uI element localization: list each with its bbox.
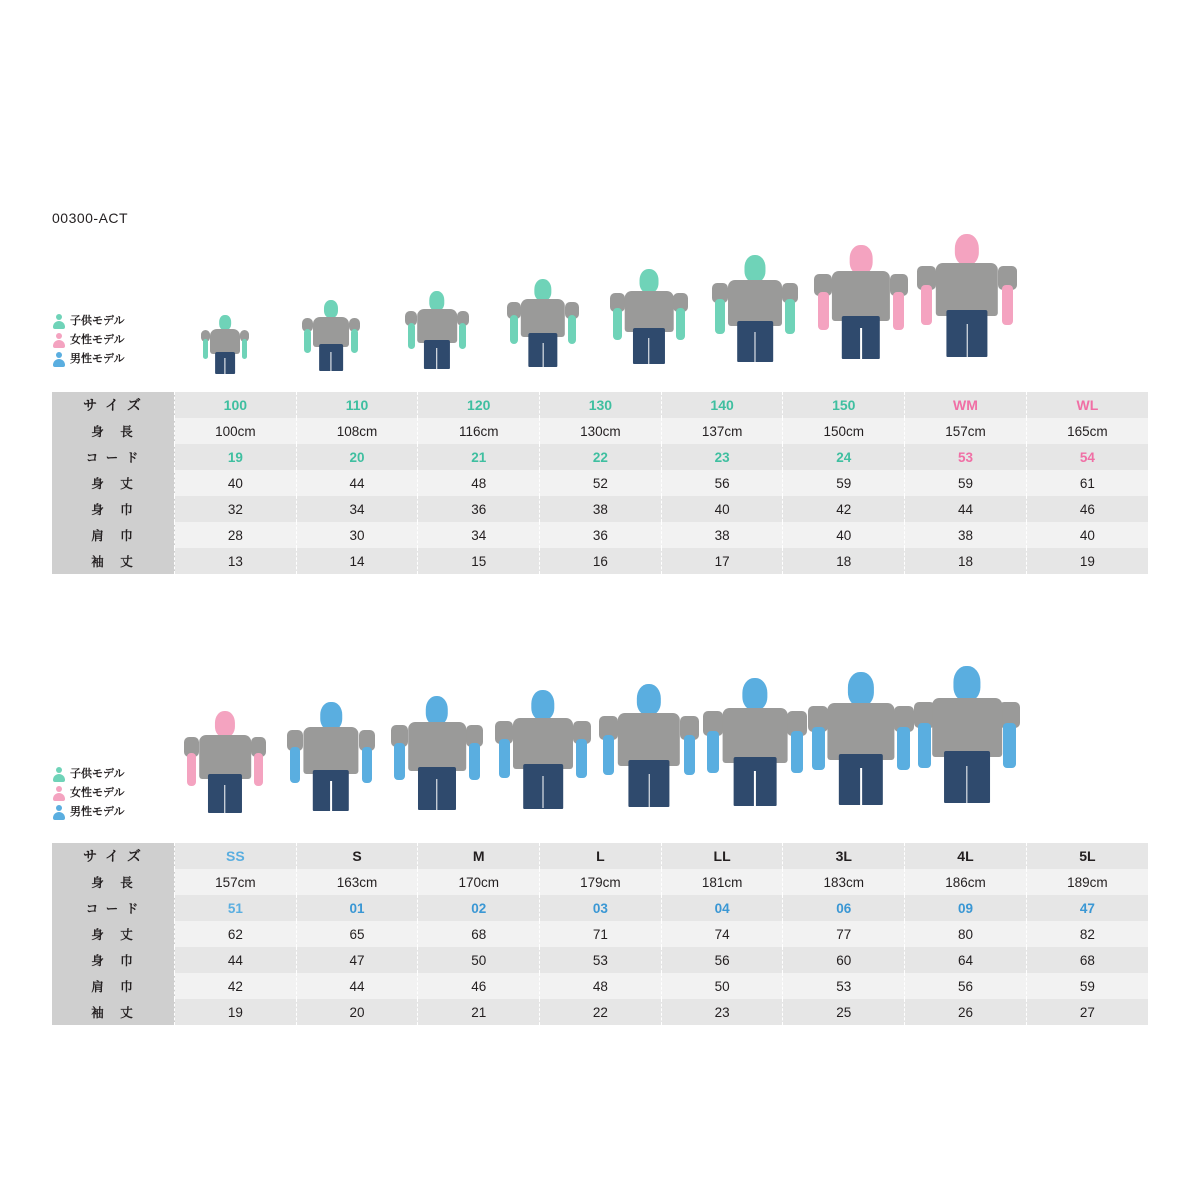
- cell: 53: [540, 947, 662, 973]
- row-body-width: [52, 947, 1148, 973]
- model-figure-man: [808, 672, 914, 840]
- model-cell: [596, 269, 702, 391]
- cell: 47: [1026, 895, 1148, 921]
- cell: 44: [905, 496, 1027, 522]
- cell: 17: [661, 548, 783, 574]
- model-arm-right: [351, 329, 358, 352]
- cell: 48: [418, 470, 540, 496]
- size-table-kids: [52, 392, 1148, 574]
- cell: 22: [540, 444, 662, 470]
- cell: 52: [540, 470, 662, 496]
- row-header: 身 丈: [52, 470, 175, 496]
- model-legs: [215, 352, 235, 375]
- row-code: [52, 444, 1148, 470]
- cell: 23: [661, 999, 783, 1025]
- model-legs: [839, 754, 883, 804]
- model-shirt: [521, 299, 565, 337]
- cell: 02: [418, 895, 540, 921]
- cell: 150: [783, 392, 905, 418]
- cell: 183cm: [783, 869, 905, 895]
- model-arm-right: [254, 753, 264, 787]
- model-legs: [944, 751, 990, 803]
- cell: 26: [905, 999, 1027, 1025]
- row-header: サ イ ズ: [52, 843, 175, 869]
- model-legs: [208, 774, 242, 813]
- model-arm-left: [290, 747, 300, 783]
- model-arm-right: [791, 731, 803, 773]
- cell: SS: [175, 843, 297, 869]
- model-shirt: [728, 280, 782, 326]
- cell: 54: [1026, 444, 1148, 470]
- model-arm-left: [203, 339, 209, 359]
- cell: 68: [1026, 947, 1148, 973]
- model-shirt: [832, 271, 890, 320]
- model-cell: [490, 279, 596, 390]
- legend-item-kid: [52, 765, 172, 784]
- model-shirt: [936, 263, 998, 316]
- cell: 13: [175, 548, 297, 574]
- size-table-adult: [52, 843, 1148, 1025]
- cell: 22: [540, 999, 662, 1025]
- cell: 42: [783, 496, 905, 522]
- model-legs: [424, 340, 450, 370]
- cell: 56: [661, 947, 783, 973]
- model-arm-left: [499, 739, 510, 778]
- cell: 46: [1026, 496, 1148, 522]
- cell: 28: [175, 522, 297, 548]
- row-body-width: [52, 496, 1148, 522]
- cell: 14: [296, 548, 418, 574]
- cell: 15: [418, 548, 540, 574]
- cell: 48: [540, 973, 662, 999]
- model-cell: [914, 666, 1020, 840]
- cell: 04: [661, 895, 783, 921]
- cell: 5L: [1026, 843, 1148, 869]
- model-shirt: [723, 708, 788, 763]
- model-shirt: [408, 722, 466, 771]
- cell: 40: [175, 470, 297, 496]
- model-arm-right: [893, 292, 904, 330]
- model-strip-kids: [172, 230, 1028, 390]
- row-size: [52, 843, 1148, 869]
- cell: 09: [905, 895, 1027, 921]
- row-body-length: [52, 921, 1148, 947]
- cell: 64: [905, 947, 1027, 973]
- model-legs: [528, 333, 557, 366]
- cell: 4L: [905, 843, 1027, 869]
- model-arm-right: [1003, 723, 1016, 768]
- model-cell: [702, 255, 808, 390]
- cell: 53: [905, 444, 1027, 470]
- cell: LL: [661, 843, 783, 869]
- model-shirt: [199, 735, 251, 779]
- row-header: 袖 丈: [52, 999, 175, 1025]
- cell: 40: [661, 496, 783, 522]
- cell: 06: [783, 895, 905, 921]
- model-shirt: [303, 727, 358, 774]
- model-cell: [384, 696, 490, 840]
- model-arm-right: [676, 308, 685, 340]
- model-shirt: [313, 317, 349, 348]
- cell: 59: [1026, 973, 1148, 999]
- row-header: コ ー ド: [52, 444, 175, 470]
- model-figure-kid: [507, 279, 578, 390]
- cell: 27: [1026, 999, 1148, 1025]
- kid-model-icon: [52, 314, 65, 329]
- row-header: 身 丈: [52, 921, 175, 947]
- cell: 80: [905, 921, 1027, 947]
- legend-label: 男性モデル: [70, 353, 125, 365]
- cell: 44: [175, 947, 297, 973]
- cell: 157cm: [175, 869, 297, 895]
- cell: 120: [418, 392, 540, 418]
- row-shoulder-width: [52, 522, 1148, 548]
- cell: 61: [1026, 470, 1148, 496]
- row-code: [52, 895, 1148, 921]
- row-shoulder-width: [52, 973, 1148, 999]
- cell: 82: [1026, 921, 1148, 947]
- cell: 59: [783, 470, 905, 496]
- row-header: コ ー ド: [52, 895, 175, 921]
- model-legs: [418, 767, 456, 810]
- model-arm-right: [242, 339, 248, 359]
- model-cell: [172, 315, 278, 390]
- cell: 38: [661, 522, 783, 548]
- row-body-length: [52, 470, 1148, 496]
- cell: 16: [540, 548, 662, 574]
- model-arm-left: [921, 285, 933, 326]
- cell: 189cm: [1026, 869, 1148, 895]
- cell: 20: [296, 999, 418, 1025]
- model-cell: [278, 702, 384, 840]
- model-legs: [946, 310, 987, 357]
- row-header: 袖 丈: [52, 548, 175, 574]
- cell: 116cm: [418, 418, 540, 444]
- cell: 140: [661, 392, 783, 418]
- model-legs: [633, 328, 665, 364]
- model-legs: [737, 321, 773, 362]
- cell: 42: [175, 973, 297, 999]
- cell: 59: [905, 470, 1027, 496]
- cell: 36: [418, 496, 540, 522]
- cell: 150cm: [783, 418, 905, 444]
- cell: 18: [783, 548, 905, 574]
- cell: 60: [783, 947, 905, 973]
- model-strip-adult: [172, 655, 1028, 840]
- model-arm-left: [408, 323, 415, 349]
- legend-adult: [52, 765, 172, 822]
- cell: 62: [175, 921, 297, 947]
- cell: 165cm: [1026, 418, 1148, 444]
- model-arm-right: [459, 323, 466, 349]
- man-model-icon: [52, 352, 65, 367]
- model-cell: [490, 690, 596, 840]
- row-height: [52, 869, 1148, 895]
- model-figure-kid: [201, 315, 249, 390]
- model-legs: [734, 757, 777, 806]
- cell: 100: [175, 392, 297, 418]
- cell: 56: [905, 973, 1027, 999]
- cell: 30: [296, 522, 418, 548]
- cell: 46: [418, 973, 540, 999]
- cell: 25: [783, 999, 905, 1025]
- kid-model-icon: [52, 767, 65, 782]
- cell: 130cm: [540, 418, 662, 444]
- cell: 34: [296, 496, 418, 522]
- legend-label: 女性モデル: [70, 787, 125, 799]
- model-shirt: [625, 291, 674, 332]
- model-figure-man: [703, 678, 807, 840]
- model-arm-right: [1002, 285, 1014, 326]
- model-shirt: [618, 713, 680, 766]
- model-arm-left: [613, 308, 622, 340]
- cell: S: [296, 843, 418, 869]
- cell: 44: [296, 973, 418, 999]
- cell: 50: [418, 947, 540, 973]
- model-cell: [808, 245, 914, 391]
- cell: M: [418, 843, 540, 869]
- model-arm-right: [897, 727, 909, 771]
- cell: 21: [418, 444, 540, 470]
- legend-label: 子供モデル: [70, 768, 125, 780]
- model-cell: [172, 711, 278, 840]
- model-arm-right: [568, 315, 576, 344]
- model-cell: [278, 300, 384, 390]
- product-code: 00300-ACT: [52, 210, 129, 226]
- row-sleeve-length: [52, 999, 1148, 1025]
- cell: 40: [1026, 522, 1148, 548]
- cell: 03: [540, 895, 662, 921]
- cell: 170cm: [418, 869, 540, 895]
- legend-item-woman: [52, 784, 172, 803]
- cell: 19: [1026, 548, 1148, 574]
- model-arm-right: [362, 747, 372, 783]
- model-cell: [596, 684, 702, 840]
- cell: 19: [175, 999, 297, 1025]
- model-figure-man: [495, 690, 591, 840]
- cell: 181cm: [661, 869, 783, 895]
- legend-label: 子供モデル: [70, 315, 125, 327]
- cell: WL: [1026, 392, 1148, 418]
- model-cell: [702, 678, 808, 840]
- row-header: 身 長: [52, 869, 175, 895]
- cell: 137cm: [661, 418, 783, 444]
- model-cell: [384, 291, 490, 390]
- model-legs: [319, 344, 343, 371]
- cell: 36: [540, 522, 662, 548]
- row-header: 身 巾: [52, 496, 175, 522]
- model-arm-left: [510, 315, 518, 344]
- cell: WM: [905, 392, 1027, 418]
- man-model-icon: [52, 805, 65, 820]
- cell: 108cm: [296, 418, 418, 444]
- cell: 40: [783, 522, 905, 548]
- cell: 19: [175, 444, 297, 470]
- model-shirt: [210, 329, 240, 355]
- model-figure-man: [599, 684, 699, 840]
- model-arm-left: [812, 727, 824, 771]
- cell: 44: [296, 470, 418, 496]
- cell: 3L: [783, 843, 905, 869]
- row-size: [52, 392, 1148, 418]
- cell: 71: [540, 921, 662, 947]
- model-figure-kid: [712, 255, 798, 390]
- model-arm-right: [469, 743, 480, 780]
- row-header: 肩 巾: [52, 973, 175, 999]
- cell: 56: [661, 470, 783, 496]
- legend-item-man: [52, 350, 172, 369]
- cell: 186cm: [905, 869, 1027, 895]
- model-figure-kid: [610, 269, 688, 391]
- model-shirt: [932, 698, 1002, 757]
- cell: 50: [661, 973, 783, 999]
- cell: 77: [783, 921, 905, 947]
- model-arm-left: [918, 723, 931, 768]
- cell: 20: [296, 444, 418, 470]
- legend-item-man: [52, 803, 172, 822]
- cell: 01: [296, 895, 418, 921]
- cell: 21: [418, 999, 540, 1025]
- row-header: 身 長: [52, 418, 175, 444]
- model-arm-left: [707, 731, 719, 773]
- model-shirt: [827, 703, 894, 760]
- model-figure-woman: [814, 245, 907, 391]
- cell: 163cm: [296, 869, 418, 895]
- cell: 18: [905, 548, 1027, 574]
- model-shirt: [513, 718, 573, 769]
- model-shirt: [417, 309, 457, 343]
- model-cell: [914, 234, 1020, 390]
- cell: 65: [296, 921, 418, 947]
- model-figure-man: [914, 666, 1020, 840]
- row-header: 肩 巾: [52, 522, 175, 548]
- cell: 179cm: [540, 869, 662, 895]
- cell: 53: [783, 973, 905, 999]
- cell: 51: [175, 895, 297, 921]
- model-arm-left: [818, 292, 829, 330]
- model-legs: [523, 764, 563, 809]
- row-header: 身 巾: [52, 947, 175, 973]
- model-figure-woman: [917, 234, 1017, 390]
- model-arm-left: [394, 743, 405, 780]
- legend-kids: [52, 312, 172, 369]
- cell: 68: [418, 921, 540, 947]
- cell: 110: [296, 392, 418, 418]
- cell: 100cm: [175, 418, 297, 444]
- cell: 32: [175, 496, 297, 522]
- legend-label: 女性モデル: [70, 334, 125, 346]
- legend-item-kid: [52, 312, 172, 331]
- cell: 24: [783, 444, 905, 470]
- model-arm-left: [304, 329, 311, 352]
- model-legs: [313, 770, 349, 811]
- cell: 38: [905, 522, 1027, 548]
- model-legs: [842, 316, 880, 360]
- cell: 157cm: [905, 418, 1027, 444]
- cell: 47: [296, 947, 418, 973]
- woman-model-icon: [52, 786, 65, 801]
- model-arm-left: [603, 735, 615, 776]
- cell: 23: [661, 444, 783, 470]
- model-arm-left: [715, 299, 725, 334]
- cell: 34: [418, 522, 540, 548]
- cell: 130: [540, 392, 662, 418]
- cell: L: [540, 843, 662, 869]
- model-figure-woman: [184, 711, 267, 840]
- model-cell: [808, 672, 914, 840]
- row-height: [52, 418, 1148, 444]
- model-arm-right: [684, 735, 696, 776]
- model-arm-left: [187, 753, 197, 787]
- model-legs: [628, 760, 669, 807]
- legend-item-woman: [52, 331, 172, 350]
- model-figure-kid: [302, 300, 360, 390]
- cell: 74: [661, 921, 783, 947]
- cell: 38: [540, 496, 662, 522]
- model-arm-right: [785, 299, 795, 334]
- model-arm-right: [576, 739, 587, 778]
- row-sleeve-length: [52, 548, 1148, 574]
- model-figure-kid: [405, 291, 468, 390]
- model-figure-man: [391, 696, 483, 840]
- row-header: サ イ ズ: [52, 392, 175, 418]
- model-figure-man: [287, 702, 375, 840]
- woman-model-icon: [52, 333, 65, 348]
- legend-label: 男性モデル: [70, 806, 125, 818]
